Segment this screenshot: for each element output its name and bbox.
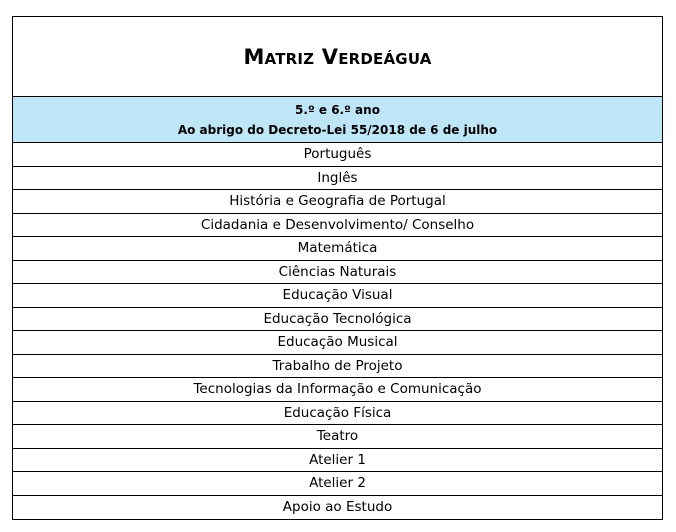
grade-label: 5.º e 6.º ano: [295, 102, 380, 117]
subject-row: Educação Visual: [13, 284, 662, 308]
subject-row: Educação Tecnológica: [13, 308, 662, 332]
subject-row: Educação Musical: [13, 331, 662, 355]
subject-row: Português: [13, 143, 662, 167]
matrix-title: Matriz Verdeágua: [13, 17, 662, 97]
grade-header: [13, 97, 662, 143]
subject-row: Matemática: [13, 237, 662, 261]
subject-row: Ciências Naturais: [13, 261, 662, 285]
curriculum-matrix-table: [12, 16, 663, 520]
subject-row: Educação Física: [13, 402, 662, 426]
subject-row: Cidadania e Desenvolvimento/ Conselho: [13, 214, 662, 238]
decree-label: Ao abrigo do Decreto-Lei 55/2018 de 6 de julho: [177, 122, 498, 137]
subject-list: [13, 143, 662, 519]
subject-row: Atelier 2: [13, 472, 662, 496]
subject-row: Atelier 1: [13, 449, 662, 473]
subject-row: Tecnologias da Informação e Comunicação: [13, 378, 662, 402]
subject-row: Teatro: [13, 425, 662, 449]
subject-row: Inglês: [13, 167, 662, 191]
subject-row: Apoio ao Estudo: [282, 498, 393, 515]
subject-row: Trabalho de Projeto: [13, 355, 662, 379]
subject-row: História e Geografia de Portugal: [13, 190, 662, 214]
